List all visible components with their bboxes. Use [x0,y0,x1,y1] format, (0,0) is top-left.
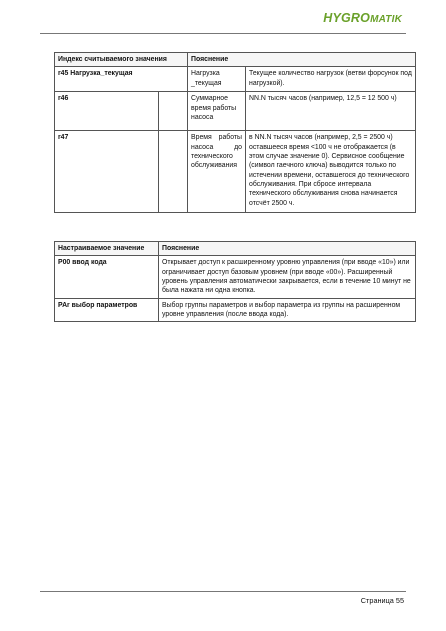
value-description: Текущее количество нагрузок (ветви форсунок под нагрузкой). [246,67,416,92]
readout-values-table [54,52,416,213]
header-divider [40,33,406,34]
explanation-column-header: Пояснение [159,242,416,256]
value-description: в NN.N тысяч часов (например, 2,5 = 2500 ч) оставшееся время <100 ч не отображается (в этом случае значение 0). Сервисное сообщение (символ гаечного ключа) выводится только по истечении времени, оставшегося до технического обслуживания. При сбросе интервала технического обслуживания снова начинается отсчёт 2500 ч. [246,131,416,213]
value-index: r45 Нагрузка_текущая [55,67,188,92]
value-index: r47 [55,131,159,213]
explanation-column-header: Пояснение [188,53,416,67]
value-index: r46 [55,92,159,131]
value-name: Суммарное время работы насоса [188,92,246,131]
hygromatik-logo: HYGROMATIK [323,11,402,25]
table-row [55,92,416,131]
table-header-row [55,53,416,67]
parameter-name: PAr выбор параметров [55,298,159,322]
footer-divider [40,591,406,592]
empty-cell [159,131,188,213]
page-number: Страница 55 [360,596,404,605]
value-description: NN.N тысяч часов (например, 12,5 = 12 500 ч) [246,92,416,131]
empty-cell [159,92,188,131]
table-row [55,131,416,213]
parameter-name: P00 ввод кода [55,256,159,298]
value-name: Нагрузка _текущая [188,67,246,92]
table-row [55,67,416,92]
value-name: Время работы насоса до технического обслуживания [188,131,246,213]
settable-values-table [54,241,416,322]
table-row [55,256,416,298]
table-header-row [55,242,416,256]
index-column-header: Индекс считываемого значения [55,53,188,67]
parameter-description: Выбор группы параметров и выбор параметра из группы на расширенном уровне управления (после ввода кода). [159,298,416,322]
settable-column-header: Настраиваемое значение [55,242,159,256]
parameter-description: Открывает доступ к расширенному уровню управления (при вводе «10») или ограничивает доступ базовым уровнем (при вводе «00»). Расширенный уровень управления автоматически закрывается, если в течение 10 минут не была нажата ни одна кнопка. [159,256,416,298]
table-row [55,298,416,322]
